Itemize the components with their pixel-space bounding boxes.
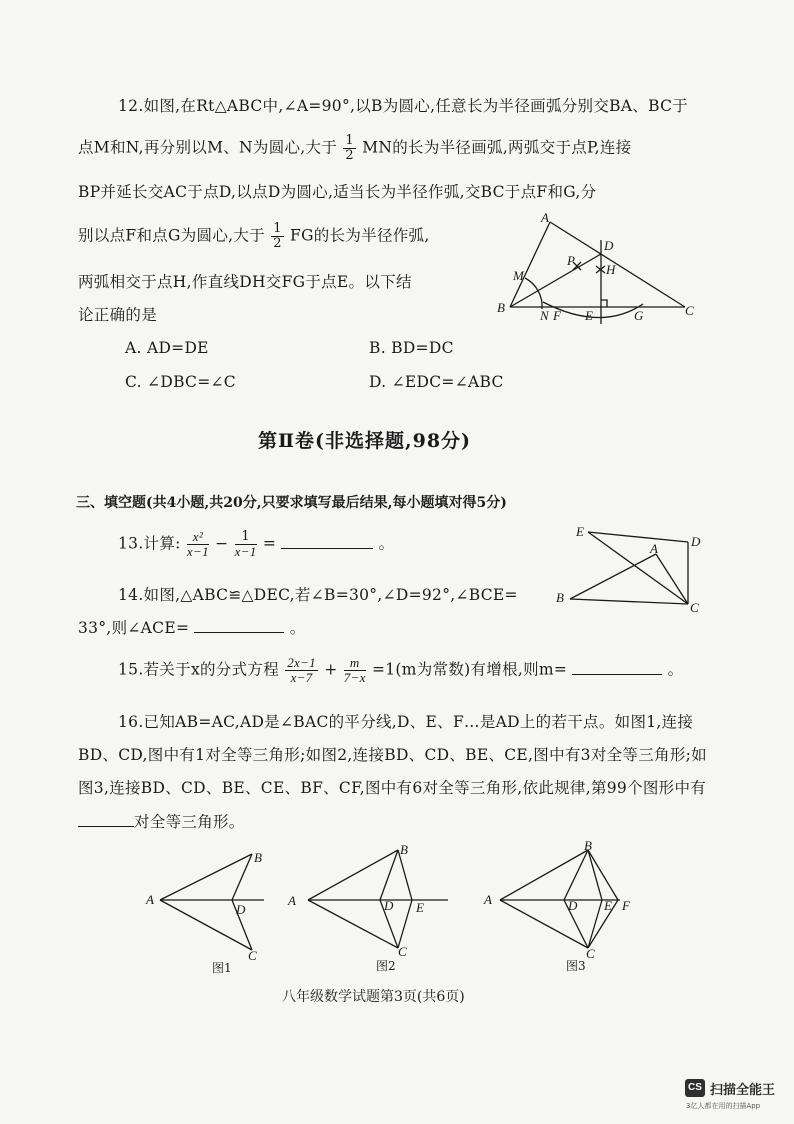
q12-figure xyxy=(495,212,705,327)
label-d: D xyxy=(384,898,394,913)
q16-figure-3 xyxy=(478,838,658,974)
seg-ce xyxy=(398,900,412,948)
q13-answer-blank[interactable] xyxy=(281,534,373,549)
q12-text-1: 如图,在Rt△ABC中,∠A=90°,以B为圆心,任意长为半径画弧分别交BA、BC于 xyxy=(143,97,689,115)
label-f: F xyxy=(622,898,630,913)
watermark-name: 扫描全能王 xyxy=(710,1083,776,1098)
q12-option-a: A. AD=DE xyxy=(125,339,209,357)
label-c: C xyxy=(398,944,407,959)
q14-line1: 14.如图,△ABC≌△DEC,若∠B=30°,∠D=92°,∠BCE= xyxy=(118,586,518,604)
q12-text-2b: MN的长为半径画弧,两弧交于点P,连接 xyxy=(362,138,632,157)
frac-num: 1 xyxy=(273,221,282,236)
frac-num: x² xyxy=(187,530,209,545)
label-e: E xyxy=(585,308,593,323)
frac-den: 7−x xyxy=(343,670,366,685)
q15-text-a: 15.若关于x的分式方程 xyxy=(118,660,279,679)
camscanner-logo: CS xyxy=(685,1079,705,1097)
frac-num: 1 xyxy=(345,133,354,148)
caption-fig-3: 图3 xyxy=(566,959,586,973)
label-c: C xyxy=(586,946,595,961)
q13 xyxy=(118,530,394,559)
label-b: B xyxy=(400,842,408,857)
q14-figure xyxy=(548,522,708,614)
q12-option-d: D. ∠EDC=∠ABC xyxy=(369,373,504,391)
q12-text-2a: 点M和N,再分别以M、N为圆心,大于 xyxy=(78,138,338,157)
frac-num: 1 xyxy=(235,530,257,545)
q12-line5: 两弧相交于点H,作直线DH交FG于点E。以下结 xyxy=(78,273,412,291)
q15-text-b: =1(m为常数)有增根,则m= xyxy=(371,660,568,679)
q12-fraction-half xyxy=(343,134,356,163)
label-m: M xyxy=(513,268,524,283)
q16-line1: 16.已知AB=AC,AD是∠BAC的平分线,D、E、F…是AD上的若干点。如图1,连接 xyxy=(118,713,694,731)
seg-ab xyxy=(308,850,398,900)
label-n: N xyxy=(540,308,549,323)
part-3-header: 三、填空题(共4小题,共20分,只要求填写最后结果,每小题填对得5分) xyxy=(76,495,507,511)
caption-fig-2: 图2 xyxy=(376,959,396,973)
seg-ac xyxy=(656,554,688,604)
label-h: H xyxy=(606,262,616,277)
frac-den: x−1 xyxy=(234,544,257,559)
frac-den: x−7 xyxy=(290,670,313,685)
label-e: E xyxy=(416,900,424,915)
q13-fraction-1 xyxy=(187,530,209,559)
seg-bd xyxy=(232,854,252,900)
label-g: G xyxy=(634,308,644,323)
q13-prefix: 13.计算: xyxy=(118,534,181,553)
q13-fraction-2 xyxy=(235,530,257,559)
q14-line2 xyxy=(78,616,306,638)
label-a: A xyxy=(541,212,549,225)
section-2-title: 第Ⅱ卷(非选择题,98分) xyxy=(258,430,472,452)
frac-den: 2 xyxy=(345,148,354,163)
seg-be xyxy=(588,850,602,900)
q12-line3: BP并延长交AC于点D,以点D为圆心,适当长为半径作弧,交BC于点F和G,分 xyxy=(78,183,597,201)
seg-bd xyxy=(380,850,398,900)
q14-text-2a: 33°,则∠ACE= xyxy=(78,619,190,637)
q16-line3: 图3,连接BD、CD、BE、CE、BF、CF,图中有6对全等三角形,依此规律,第99个图形中有 xyxy=(78,779,707,797)
seg-ed xyxy=(588,532,688,542)
q14-end: 。 xyxy=(289,619,306,637)
q12-text-4b: FG的长为半径作弧, xyxy=(290,226,430,245)
label-a: A xyxy=(484,892,492,907)
frac-num: m xyxy=(344,656,366,671)
label-b: B xyxy=(254,850,262,865)
right-angle-mark xyxy=(601,300,607,307)
q16-text-4: 对全等三角形。 xyxy=(134,813,245,831)
label-b: B xyxy=(497,300,505,315)
seg-bf xyxy=(588,850,618,900)
seg-bc xyxy=(570,599,688,604)
q12-number: 12. xyxy=(118,97,144,115)
seg-ba xyxy=(570,554,656,599)
label-e: E xyxy=(576,524,584,539)
side-ab xyxy=(510,222,550,307)
q16-line2: BD、CD,图中有1对全等三角形;如图2,连接BD、CD、BE、CE,图中有3对全等三角形;如 xyxy=(78,746,707,764)
seg-ab xyxy=(500,850,588,900)
label-a: A xyxy=(146,892,154,907)
label-d: D xyxy=(604,238,614,253)
q15 xyxy=(118,656,683,685)
q12-option-b: B. BD=DC xyxy=(369,339,454,357)
label-c: C xyxy=(685,303,694,318)
q15-fraction-2 xyxy=(344,656,366,685)
q13-minus: − xyxy=(215,534,229,553)
q12-fraction-half-2 xyxy=(271,222,284,251)
caption-fig-1: 图1 xyxy=(212,961,232,974)
label-d: D xyxy=(691,534,701,549)
label-e: E xyxy=(604,898,612,913)
q15-fraction-1 xyxy=(285,656,318,685)
q16-figure-2 xyxy=(300,838,460,974)
frac-den: x−1 xyxy=(186,544,209,559)
q16-figure-1 xyxy=(140,842,280,974)
q12-line1 xyxy=(118,94,688,116)
q12-line6: 论正确的是 xyxy=(78,306,158,324)
q14-answer-blank[interactable] xyxy=(194,618,284,633)
label-c: C xyxy=(248,948,257,963)
label-p: P xyxy=(567,253,575,268)
seg-ab xyxy=(160,854,252,900)
q15-plus: + xyxy=(324,660,338,679)
q15-end: 。 xyxy=(667,660,684,679)
label-d: D xyxy=(236,902,246,917)
q12-line2 xyxy=(78,134,631,163)
q13-end: 。 xyxy=(378,534,395,553)
seg-be xyxy=(398,850,412,900)
label-d: D xyxy=(568,898,578,913)
seg-cf xyxy=(588,900,618,948)
seg-ce xyxy=(588,900,602,948)
watermark-tagline: 3亿人都在用的扫描App xyxy=(686,1102,761,1110)
label-c: C xyxy=(690,600,699,614)
q16-line4 xyxy=(78,810,245,832)
q12-option-c: C. ∠DBC=∠C xyxy=(125,373,236,391)
q12-text-4a: 别以点F和点G为圆心,大于 xyxy=(78,226,265,245)
q16-fig2-label-a: A xyxy=(288,893,296,908)
q13-equals: = xyxy=(262,534,277,553)
label-b: B xyxy=(584,838,592,853)
label-f: F xyxy=(553,308,561,323)
q12-line4 xyxy=(78,222,430,251)
seg-ec xyxy=(588,532,688,604)
label-a: A xyxy=(650,541,658,556)
q15-answer-blank[interactable] xyxy=(572,660,662,675)
page-footer: 八年级数学试题第3页(共6页) xyxy=(282,989,465,1005)
label-b: B xyxy=(556,590,564,605)
frac-num: 2x−1 xyxy=(287,655,316,670)
q16-answer-blank[interactable] xyxy=(78,812,134,827)
frac-den: 2 xyxy=(273,236,282,251)
